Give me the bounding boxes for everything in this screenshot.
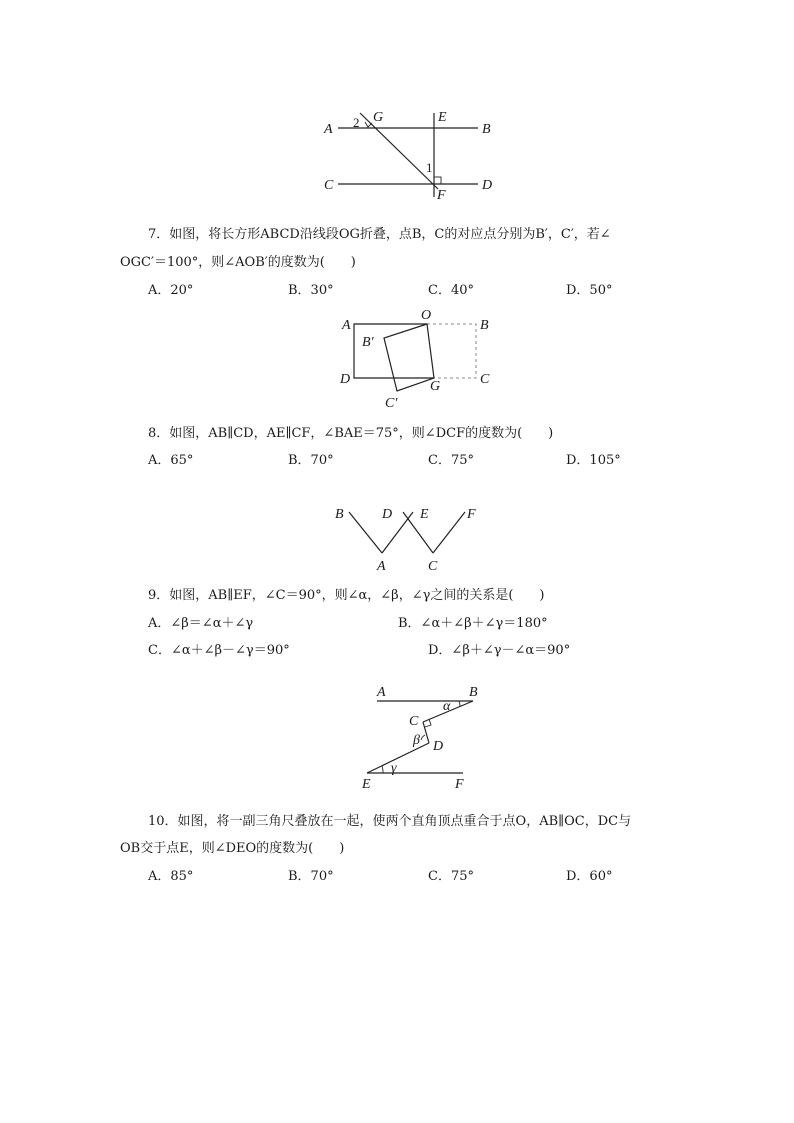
question-9-line1: 9．如图，AB∥EF，∠C＝90°，则∠α，∠β，∠γ之间的关系是( ) [148, 588, 545, 603]
figure-q6 [320, 105, 500, 205]
label-D: D [482, 178, 493, 193]
question-7-line1: 7．如图，将长方形ABCD沿线段OG折叠，点B，C的对应点分别为B′，C′，若∠ [148, 227, 611, 242]
figure-q9 [355, 680, 485, 795]
label-B: B [469, 685, 478, 700]
label-gamma: γ [391, 761, 397, 776]
label-B: B [335, 507, 344, 522]
label-A: A [342, 318, 351, 333]
q9-option-d: D．∠β＋∠γ－∠α＝90° [428, 643, 571, 658]
label-O: O [421, 308, 432, 323]
label-G: G [430, 379, 441, 394]
label-D: D [433, 739, 444, 754]
q7-option-a: A．20° [148, 283, 194, 298]
label-E: E [362, 777, 371, 792]
question-10-line1: 10．如图，将一副三角尺叠放在一起，使两个直角顶点重合于点O，AB∥OC，DC与 [148, 814, 632, 829]
q10-option-a: A．85° [148, 869, 194, 884]
label-G: G [373, 110, 384, 125]
label-A: A [324, 122, 333, 137]
question-8-line1: 8．如图，AB∥CD，AE∥CF，∠BAE＝75°，则∠DCF的度数为( ) [148, 426, 554, 441]
label-F: F [467, 507, 476, 522]
label-A: A [377, 559, 386, 574]
label-E: E [420, 507, 429, 522]
q7-option-d: D．50° [566, 283, 613, 298]
label-D: D [340, 372, 351, 387]
label-B: B [480, 318, 489, 333]
question-10-line2: OB交于点E，则∠DEO的度数为( ) [120, 841, 345, 856]
q8-option-a: A．65° [148, 453, 194, 468]
q8-option-c: C．75° [428, 453, 474, 468]
label-1: 1 [426, 160, 433, 175]
label-C: C [324, 178, 334, 193]
label-F: F [437, 188, 446, 203]
q9-option-a: A．∠β＝∠α＋∠γ [148, 616, 254, 631]
label-D: D [382, 507, 393, 522]
label-F: F [455, 777, 464, 792]
label-2: 2 [353, 115, 360, 130]
label-C-prime: C′ [385, 396, 398, 411]
q10-option-d: D．60° [566, 869, 613, 884]
label-B: B [482, 122, 491, 137]
label-B-prime: B′ [362, 335, 374, 350]
label-beta: β [413, 733, 420, 748]
figure-q7 [330, 305, 505, 415]
label-C: C [409, 714, 419, 729]
q8-option-b: B．70° [288, 453, 334, 468]
label-E: E [438, 110, 447, 125]
label-C: C [480, 372, 490, 387]
figure-q8 [325, 500, 495, 575]
q10-option-b: B．70° [288, 869, 334, 884]
label-alpha: α [443, 699, 451, 714]
q8-option-d: D．105° [566, 453, 621, 468]
label-A: A [377, 685, 386, 700]
question-7-line2: OGC′＝100°，则∠AOB′的度数为( ) [120, 255, 356, 270]
q10-option-c: C．75° [428, 869, 474, 884]
q9-option-c: C．∠α＋∠β－∠γ＝90° [148, 643, 290, 658]
label-C: C [428, 559, 438, 574]
q7-option-c: C．40° [428, 283, 474, 298]
q7-option-b: B．30° [288, 283, 334, 298]
q9-option-b: B．∠α＋∠β＋∠γ＝180° [398, 616, 548, 631]
